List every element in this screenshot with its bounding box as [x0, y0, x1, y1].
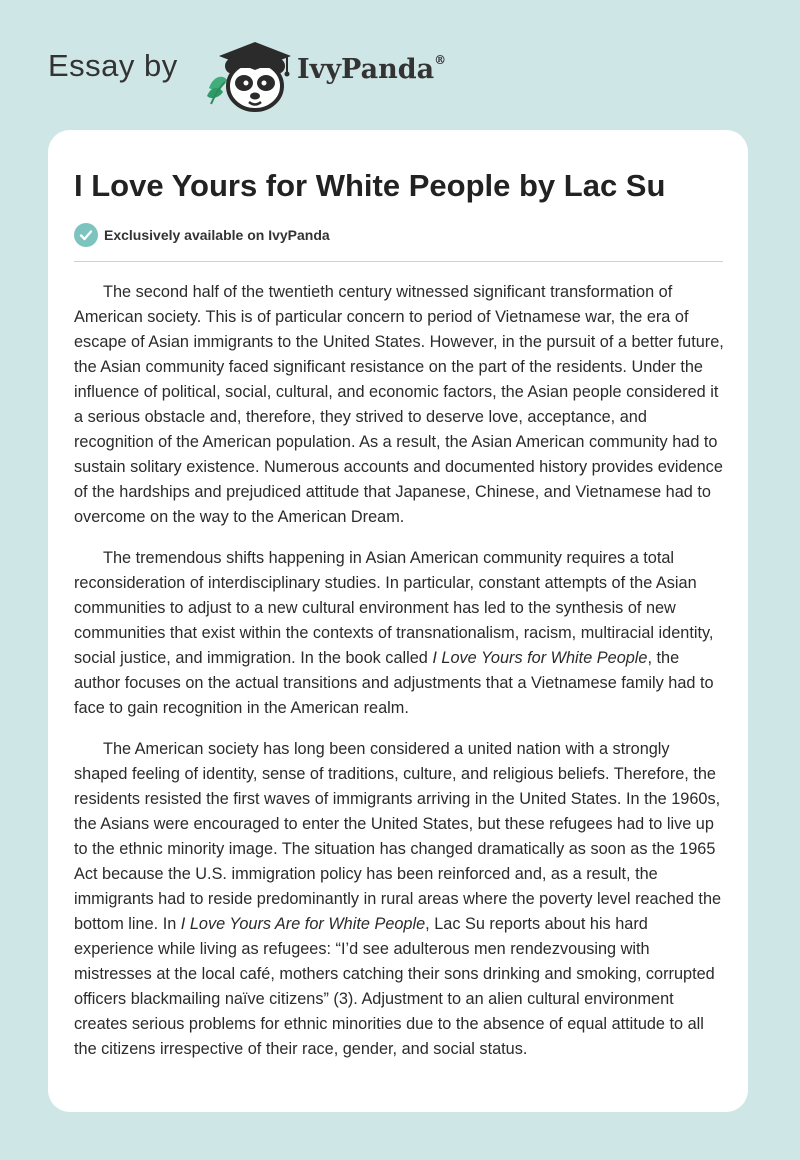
- page-title: I Love Yours for White People by Lac Su: [74, 168, 666, 203]
- brand-name[interactable]: IvyPanda®: [297, 53, 447, 85]
- panda-logo-icon[interactable]: [203, 36, 293, 114]
- divider: [74, 261, 723, 262]
- exclusive-label: Exclusively available on IvyPanda: [104, 227, 330, 243]
- book-title: I Love Yours Are for White People: [180, 915, 426, 933]
- paragraph-1: The second half of the twentieth century witnessed significant transformation of American society. This is of particular concern to period of Vietnamese war, the era of escape of Asian immigrants to the United States. However, in the pursuit of a better future, the Asian community faced significant resistance on the part of the residents. Under the influence of political, social, cultural, and economic factors, the Asian people considered it a serious obstacle and, therefore, they strived to deserve love, acceptance, and recognition of the American population. As a result, the Asian American community had to sustain solitary existence. Numerous accounts and documented history provides evidence of the hardships and prejudiced attitude that Japanese, Chinese, and Vietnamese had to overcome on the way to the American Dream.: [74, 283, 724, 526]
- essay-by-label: Essay by: [48, 48, 178, 83]
- essay-body: [74, 280, 724, 1078]
- essay-card: [48, 130, 748, 1112]
- paragraph-3: The American society has long been considered a united nation with a strongly shaped feeling of identity, sense of traditions, culture, and religious beliefs. Therefore, the residents resisted the first waves of immigrants arriving in the United States. In the 1960s, the Asians were encouraged to enter the United States, but these refugees had to live up to the ethnic minority image. The situation has changed dramatically as soon as the 1965 Act because the U.S. immigration policy has been reinforced and, as a result, the immigrants had to reside predominantly in rural areas where the poverty level reached the bottom line. In I Love Yours Are for White People, Lac Su reports about his hard experience while living as refugees: “I’d see adulterous men rendezvousing with mistresses at the local café, mothers catching their sons drinking and smoking, corrupted officers blackmailing naïve citizens” (3). Adjustment to an alien cultural environment creates serious problems for ethnic minorities due to the absence of equal attitude to all the citizens irrespective of their race, gender, and social status.: [74, 740, 722, 1058]
- paragraph-2: The tremendous shifts happening in Asian American community requires a total reconsideration of interdisciplinary studies. In particular, constant attempts of the Asian communities to adjust to a new cultural environment has led to the synthesis of new communities that exist within the contexts of transnationalism, racism, multiracial identity, social justice, and immigration. In the book called I Love Yours for White People, the author focuses on the actual transitions and adjustments that a Vietnamese family had to face to gain recognition in the American realm.: [74, 549, 714, 717]
- trademark: ®: [434, 53, 447, 67]
- book-title: I Love Yours for White People: [432, 649, 648, 667]
- check-circle-icon: [74, 223, 98, 247]
- exclusive-badge: [74, 222, 330, 248]
- site-header: [48, 34, 508, 114]
